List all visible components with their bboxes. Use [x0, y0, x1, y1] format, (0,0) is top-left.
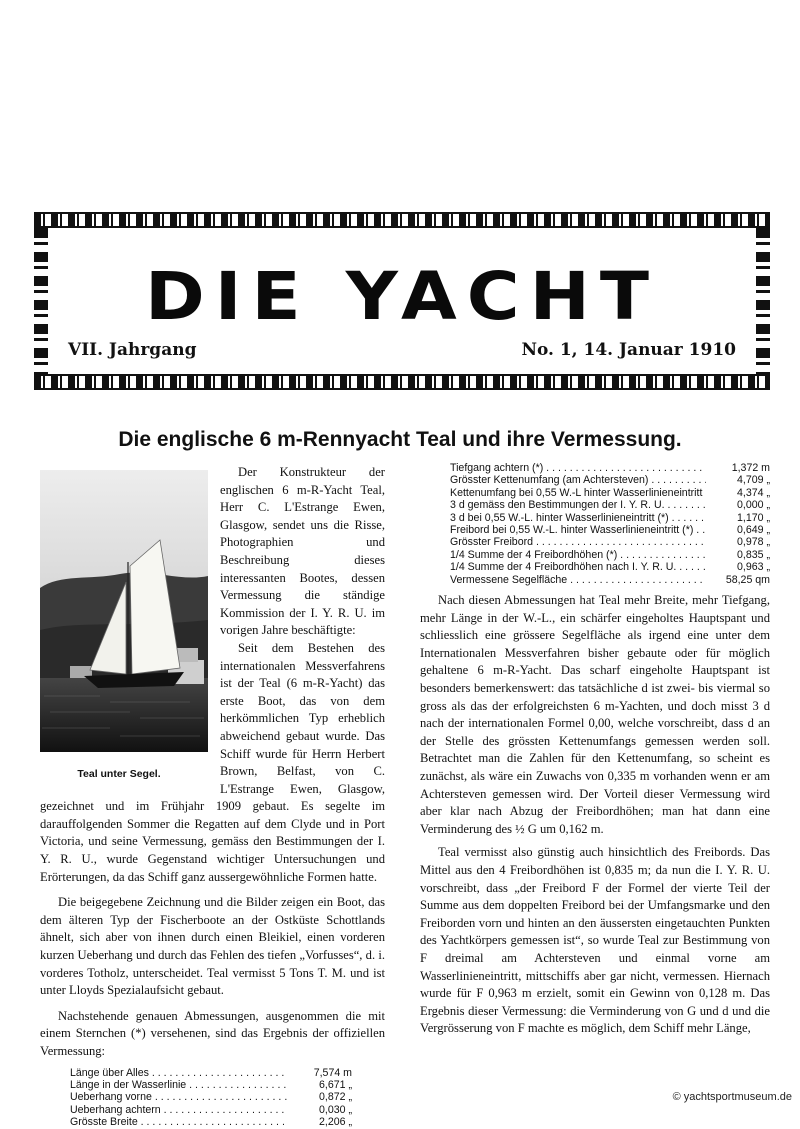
- ornamental-border-bottom: [34, 374, 770, 390]
- article-title: Die englische 6 m-Rennyacht Teal und ihre Vermessung.: [118, 428, 682, 451]
- measurement-row: Tiefgang achtern (*) . . . 1,372 m: [450, 462, 770, 474]
- measurement-row: 3 d gemäss den Bestimmungen der I. Y. R. U. . . . 0,000 „: [450, 499, 770, 511]
- paragraph: Teal vermisst also günstig auch hinsichtlich des Freibords. Das Mittel aus den 4 Freibordhöhen ist 0,835 m; da nun die I. Y. R. U. vorschreibt, dass „der Freibord F der Formel der vierte Teil der Summe aus dem doppelten Freibord bei der Umfangsmarke und den Freiborden vorn und hinten an den äussersten eingetauchten Punkten des Yachtkörpers gemessen ist“, so wurde Teal zur Bestimmung von F dreimal am Achtersteven und einmal vorne am Wasserlinieneintritt, mittschiffs aber gar nicht, vermessen. Hiernach wurde für F 0,963 m erzielt, somit ein Gewinn von 0,128 m. Das Ergebnis dieser Vermessung: die Verminderung von G und d und die Vergrösserung von F machte es möglich, dem Schiff mehr Länge,: [420, 845, 770, 1036]
- measurement-row: Vermessene Segelfläche . . . 58,25 qm: [450, 574, 770, 586]
- measurement-table-left: [70, 1067, 352, 1129]
- copyright-credit: © yachtsportmuseum.de: [672, 1091, 792, 1103]
- paragraph: Seit dem Bestehen des internationalen Messverfahrens ist der Teal (6 m-R-Yacht) das erste Boot, das von dem herkömmlichen Typ erheblich abweichend gebaut wurde. Das Schiff wurde für Herrn Herbert Brown, Belfast, von C. L'Estrange Ewen, Glasgow, gezeichnet und im Frühjahr 1909 gebaut. Es segelte im darauffolgenden Sommer die Regatten auf dem Clyde und in Port Victoria, und seine Vermessung, gemäss den Bestimmungen der I. Y. R. U., wurde Gegenstand wichtiger Untersuchungen und Erörterungen, da das Schiff ganz aussergewöhnliche Formen hatte.: [40, 640, 385, 884]
- measurement-row: Länge in der Wasserlinie . . . 6,671 „: [70, 1079, 352, 1091]
- issue-date: No. 1, 14. Januar 1910: [521, 340, 736, 360]
- measurement-row: Freibord bei 0,55 W.-L. hinter Wasserlinieneintritt (*) . . . 0,649 „: [450, 524, 770, 536]
- ornamental-border-top: [34, 212, 770, 228]
- paragraph: Nach diesen Abmessungen hat Teal mehr Breite, mehr Tiefgang, mehr Länge in der W.-L., ein schärfer eingeholtes Hauptspant und schliesslich eine grössere Segelfläche als irgend eine unter dem Internationalen Messverfahren bisher gebaute oder für möglich gehaltene 6 m-R-Yacht. Das scharf eingeholte Hauptspant ist besonders bemerkenswert: das tatsächliche d ist zwei- bis viermal so gross als das der erfolgreichsten 6 m-Yachten, und doch misst 3 d nach der internationalen Formel 0,00, welche vorschreibt, dass d an der Stelle des grössten Kettenumfangs gemessen werden soll. Betrachtet man die Zahlen für den Kettenumfang, so scheint es zunächst, als wäre ein Zuwachs von 0,335 m vorhanden wenn er am Achtersteven gemessen wird. Der Vorteil dieser Vermessung wird aber klar nach Abzug der Freibordhöhen; man hat dann eine Verminderung des ½ G um 0,162 m.: [420, 593, 770, 836]
- measurement-row: Grösste Breite . . . 2,206 „: [70, 1116, 352, 1128]
- photo-figure: [40, 470, 208, 784]
- photo-caption: Teal unter Segel.: [77, 768, 161, 780]
- measurement-row: Grösster Kettenumfang (am Achtersteven) . . . 4,709 „: [450, 474, 770, 486]
- volume-label: VII. Jahrgang: [68, 340, 197, 360]
- measurement-row: 1/4 Summe der 4 Freibordhöhen nach I. Y. R. U. . . . 0,963 „: [450, 561, 770, 573]
- issue-info: [68, 340, 736, 360]
- measurement-row: Ueberhang achtern . . . 0,030 „: [70, 1104, 352, 1116]
- paragraph: Der Konstrukteur der englischen 6 m-R-Yacht Teal, Herr C. L'Estrange Ewen, Glasgow, sendet uns die Risse, Photographien und Beschreibung dieses interessanten Bootes, dessen Vermessung die ständige Kommission der I. Y. R. U. im vorigen Jahre beschäftigte:: [220, 465, 385, 638]
- measurement-row: Kettenumfang bei 0,55 W.-L hinter Wasserlinieneintritt . . . 4,374 „: [450, 487, 770, 499]
- magazine-title: DIE YACHT: [145, 257, 659, 335]
- measurement-row: Ueberhang vorne . . . 0,872 „: [70, 1091, 352, 1103]
- sailboat-photo: [40, 470, 208, 752]
- measurement-row: Grösster Freibord . . . 0,978 „: [450, 536, 770, 548]
- right-column: [420, 462, 770, 1038]
- paragraph: Die beigegebene Zeichnung und die Bilder zeigen ein Boot, das dem älteren Typ der Fischerboote an der Ostküste Schottlands ähnelt, sich aber von ihnen durch einen Bleikiel, einen vorderen kurzen Ueberhang und durch das Fehlen des tiefen „Vorfusses“, d. i. vorderes Totholz, unterscheidet. Teal vermisst 5 Tons T. M. und ist unter Lloyds Spezialaufsicht gebaut.: [40, 895, 385, 998]
- measurement-row: 3 d bei 0,55 W.-L. hinter Wasserlinieneintritt (*) . . . 1,170 „: [450, 512, 770, 524]
- measurement-table-right: [450, 462, 770, 586]
- left-column: [40, 464, 385, 1129]
- measurement-row: Länge über Alles . . . 7,574 m: [70, 1067, 352, 1079]
- measurement-row: 1/4 Summe der 4 Freibordhöhen (*) . . . 0,835 „: [450, 549, 770, 561]
- paragraph: Nachstehende genauen Abmessungen, ausgenommen die mit einem Sternchen (*) versehenen, sind das Ergebnis der offiziellen Vermessung:: [40, 1008, 385, 1058]
- masthead: [34, 212, 770, 390]
